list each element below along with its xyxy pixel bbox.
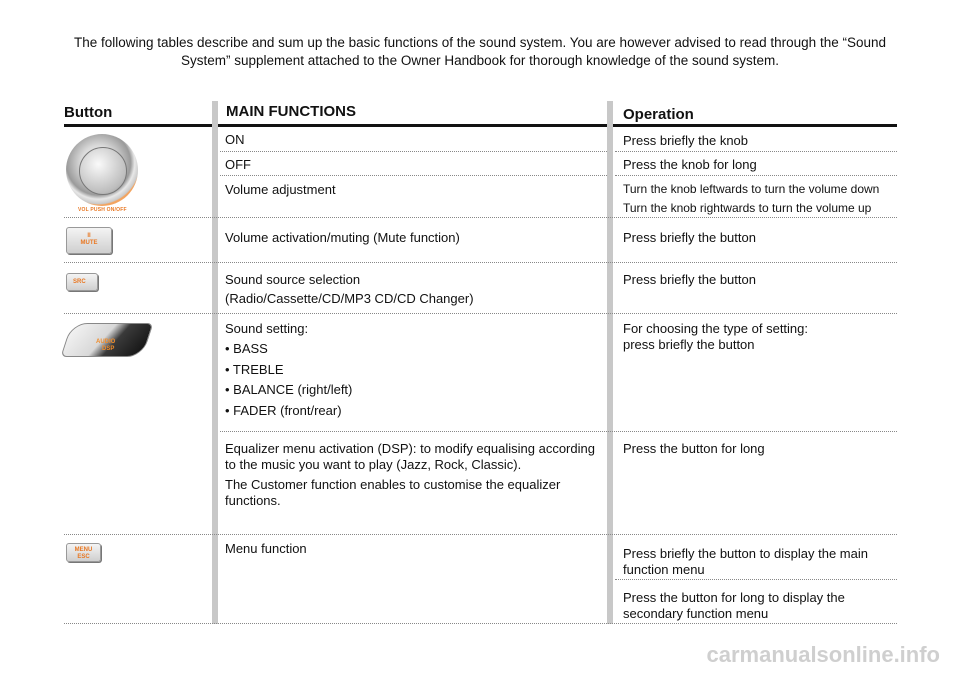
header-button: Button — [64, 104, 113, 121]
column-divider-left — [212, 101, 218, 624]
function-on: ON — [225, 132, 245, 147]
row-divider — [220, 151, 607, 152]
row-divider — [64, 313, 897, 314]
dsp-label: DSP — [102, 346, 115, 352]
function-sound-item: • BASS — [225, 341, 268, 356]
operation-menu-2: function menu — [623, 562, 705, 577]
row-divider — [220, 175, 607, 176]
row-divider — [64, 534, 897, 535]
src-button-label: SRC — [73, 279, 86, 285]
operation-equalizer: Press the button for long — [623, 441, 765, 456]
function-source-1: Sound source selection — [225, 272, 361, 287]
table-top-rule — [64, 124, 897, 127]
operation-menu-4: secondary function menu — [623, 606, 769, 621]
column-divider-right — [607, 101, 613, 624]
intro-paragraph: The following tables describe and sum up the basic functions of the sound system. You are however advised to read through the “Sound System” supplement attached to the Owner Handbook for thorough knowledge of the sound system. — [73, 35, 886, 68]
function-source-2: (Radio/Cassette/CD/MP3 CD/CD Changer) — [225, 291, 474, 306]
menu-esc-button-icon — [66, 543, 101, 562]
row-divider — [615, 175, 897, 176]
row-divider — [220, 431, 897, 432]
function-sound-item: • TREBLE — [225, 362, 284, 377]
header-operation: Operation — [623, 106, 694, 123]
row-divider — [64, 217, 897, 218]
volume-knob-label: VOL PUSH ON/OFF — [78, 207, 127, 213]
function-equalizer-1: Equalizer menu activation (DSP): to modify equalising according — [225, 441, 595, 456]
operation-on: Press briefly the knob — [623, 133, 749, 148]
function-equalizer-3: The Customer function enables to customise the equalizer — [225, 477, 561, 492]
operation-source: Press briefly the button — [623, 272, 756, 287]
header-main-functions: MAIN FUNCTIONS — [226, 103, 356, 120]
audio-dsp-button-label — [96, 339, 115, 353]
audio-label: AUDIO — [96, 339, 116, 345]
operation-sound-2: press briefly the button — [623, 337, 755, 352]
function-sound-item: • BALANCE (right/left) — [225, 382, 353, 397]
menu-label: MENU — [74, 547, 93, 553]
mute-button-label: MUTE — [80, 240, 98, 246]
src-button-icon — [66, 273, 98, 291]
operation-volume-up: Turn the knob rightwards to turn the volume up — [623, 201, 872, 215]
watermark: carmanualsonline.info — [706, 642, 940, 667]
operation-volume-down: Turn the knob leftwards to turn the volume down — [623, 182, 880, 196]
function-menu: Menu function — [225, 541, 307, 556]
operation-off: Press the knob for long — [623, 157, 757, 172]
volume-knob-center-icon — [79, 147, 127, 195]
function-off: OFF — [225, 157, 251, 172]
function-equalizer-2: to the music you want to play (Jazz, Rock, Classic). — [225, 457, 522, 472]
function-equalizer-4: functions. — [225, 493, 281, 508]
function-sound-item: • FADER (front/rear) — [225, 403, 342, 418]
function-volume: Volume adjustment — [225, 182, 336, 197]
function-mute: Volume activation/muting (Mute function) — [225, 230, 460, 245]
operation-mute: Press briefly the button — [623, 230, 756, 245]
row-divider — [615, 579, 897, 580]
mute-button-icon — [66, 227, 112, 254]
esc-label: ESC — [77, 554, 90, 560]
operation-menu-1: Press briefly the button to display the main — [623, 546, 868, 561]
row-divider — [615, 151, 897, 152]
function-sound-setting: Sound setting: — [225, 321, 309, 336]
operation-menu-3: Press the button for long to display the — [623, 590, 845, 605]
pause-glyph-icon: II — [87, 233, 91, 239]
row-divider — [64, 262, 897, 263]
table-bottom-rule — [64, 623, 897, 624]
operation-sound-1: For choosing the type of setting: — [623, 321, 808, 336]
